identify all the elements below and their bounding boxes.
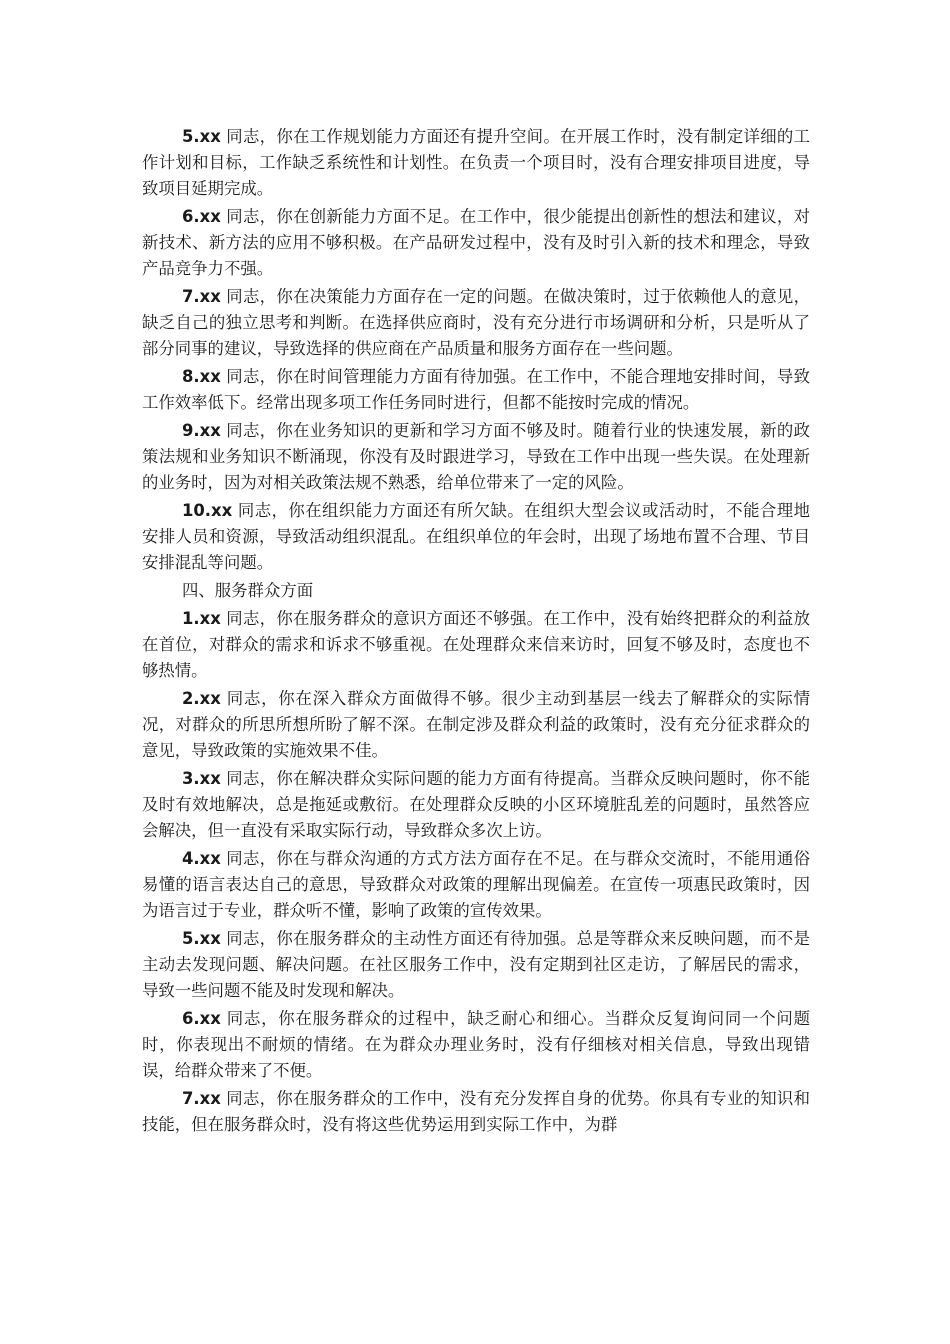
item-number: 7.xx [182, 1089, 221, 1108]
item-text: 同志，你在深入群众方面做得不够。很少主动到基层一线去了解群众的实际情况，对群众的所思所想所盼了解不深。在制定涉及群众利益的政策时，没有充分征求群众的意见，导致政策的实施效果不佳。 [142, 689, 810, 760]
item-text: 同志，你在服务群众的工作中，没有充分发挥自身的优势。你具有专业的知识和技能，但在服务群众时，没有将这些优势运用到实际工作中，为群 [142, 1089, 810, 1134]
section-heading: 四、服务群众方面 [182, 581, 314, 600]
item-number: 4.xx [182, 849, 221, 868]
item-number: 3.xx [182, 769, 221, 788]
paragraph-service-3 [142, 766, 810, 844]
item-number: 6.xx [182, 1009, 221, 1028]
paragraph-service-4 [142, 846, 810, 924]
paragraph-service-7 [142, 1086, 810, 1138]
item-number: 9.xx [182, 421, 221, 440]
paragraph-item-10 [142, 498, 810, 576]
paragraph-service-6 [142, 1006, 810, 1084]
item-number: 7.xx [182, 287, 221, 306]
paragraph-service-2 [142, 686, 810, 764]
item-text: 同志，你在服务群众的意识方面还不够强。在工作中，没有始终把群众的利益放在首位，对群众的需求和诉求不够重视。在处理群众来信来访时，回复不够及时，态度也不够热情。 [142, 609, 810, 680]
item-number: 5.xx [182, 127, 221, 146]
item-text: 同志，你在业务知识的更新和学习方面不够及时。随着行业的快速发展，新的政策法规和业务知识不断涌现，你没有及时跟进学习，导致在工作中出现一些失误。在处理新的业务时，因为对相关政策法规不熟悉，给单位带来了一定的风险。 [142, 421, 810, 492]
paragraph-item-9 [142, 418, 810, 496]
paragraph-service-5 [142, 926, 810, 1004]
paragraph-service-1 [142, 606, 810, 684]
item-text: 同志，你在时间管理能力方面有待加强。在工作中，不能合理地安排时间，导致工作效率低下。经常出现多项工作任务同时进行，但都不能按时完成的情况。 [142, 367, 810, 412]
paragraph-item-6 [142, 204, 810, 282]
item-text: 同志，你在组织能力方面还有所欠缺。在组织大型会议或活动时，不能合理地安排人员和资源，导致活动组织混乱。在组织单位的年会时，出现了场地布置不合理、节目安排混乱等问题。 [142, 501, 810, 572]
item-number: 2.xx [182, 689, 221, 708]
item-number: 6.xx [182, 207, 221, 226]
item-number: 5.xx [182, 929, 221, 948]
item-number: 1.xx [182, 609, 221, 628]
item-number: 8.xx [182, 367, 221, 386]
item-number: 10.xx [182, 501, 233, 520]
document-page [142, 124, 810, 1140]
paragraph-item-8 [142, 364, 810, 416]
paragraph-item-7 [142, 284, 810, 362]
item-text: 同志，你在创新能力方面不足。在工作中，很少能提出创新性的想法和建议，对新技术、新方法的应用不够积极。在产品研发过程中，没有及时引入新的技术和理念，导致产品竞争力不强。 [142, 207, 810, 278]
item-text: 同志，你在解决群众实际问题的能力方面有待提高。当群众反映问题时，你不能及时有效地解决，总是拖延或敷衍。在处理群众反映的小区环境脏乱差的问题时，虽然答应会解决，但一直没有采取实际行动，导致群众多次上访。 [142, 769, 810, 840]
item-text: 同志，你在服务群众的主动性方面还有待加强。总是等群众来反映问题，而不是主动去发现问题、解决问题。在社区服务工作中，没有定期到社区走访，了解居民的需求，导致一些问题不能及时发现和解决。 [142, 929, 810, 1000]
item-text: 同志，你在决策能力方面存在一定的问题。在做决策时，过于依赖他人的意见，缺乏自己的独立思考和判断。在选择供应商时，没有充分进行市场调研和分析，只是听从了部分同事的建议，导致选择的供应商在产品质量和服务方面存在一些问题。 [142, 287, 810, 358]
item-text: 同志，你在与群众沟通的方式方法方面存在不足。在与群众交流时，不能用通俗易懂的语言表达自己的意思，导致群众对政策的理解出现偏差。在宣传一项惠民政策时，因为语言过于专业，群众听不懂，影响了政策的宣传效果。 [142, 849, 810, 920]
item-text: 同志，你在服务群众的过程中，缺乏耐心和细心。当群众反复询问同一个问题时，你表现出不耐烦的情绪。在为群众办理业务时，没有仔细核对相关信息，导致出现错误，给群众带来了不便。 [142, 1009, 810, 1080]
paragraph-item-5 [142, 124, 810, 202]
item-text: 同志，你在工作规划能力方面还有提升空间。在开展工作时，没有制定详细的工作计划和目标，工作缺乏系统性和计划性。在负责一个项目时，没有合理安排项目进度，导致项目延期完成。 [142, 127, 810, 198]
